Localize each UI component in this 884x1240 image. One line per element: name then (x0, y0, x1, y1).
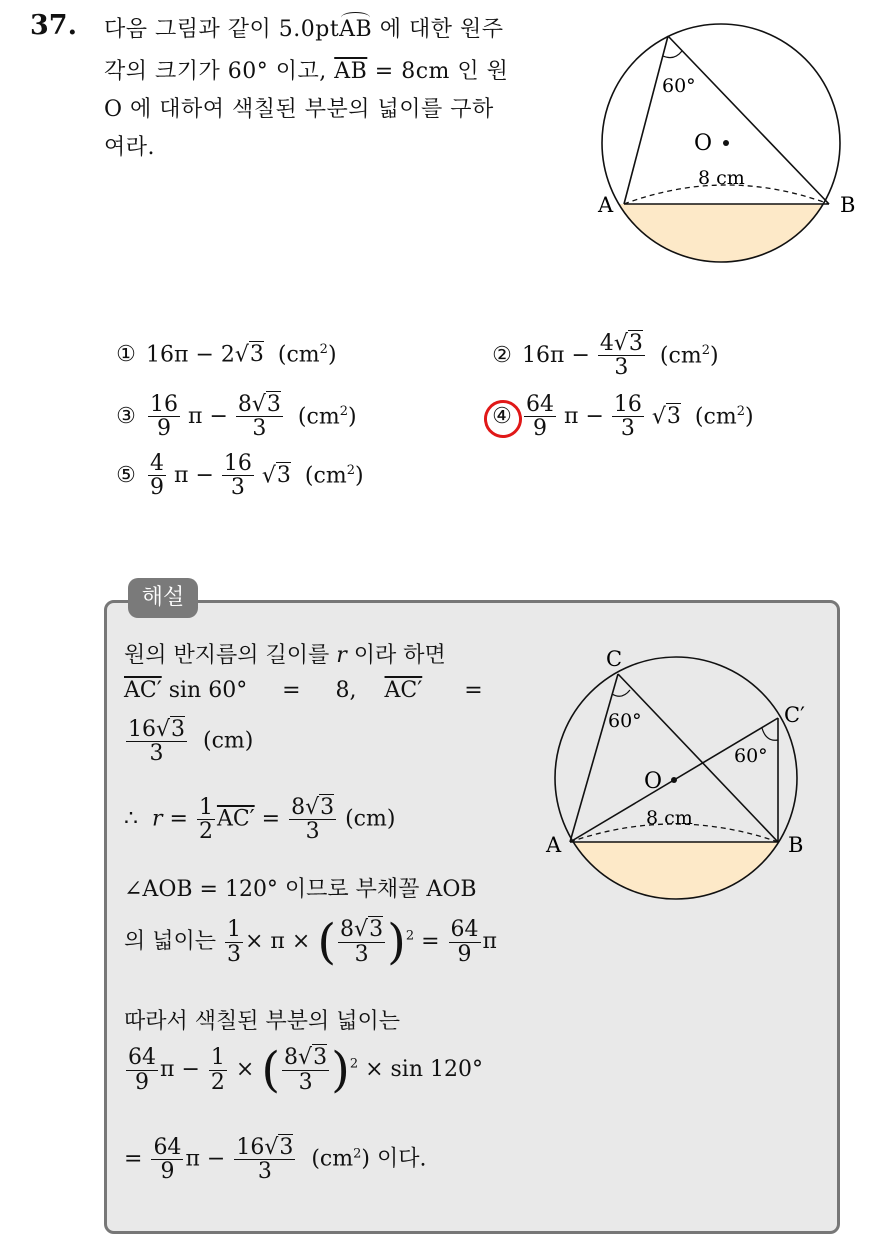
segment-ab: $\overline{AB}$ (334, 59, 368, 84)
question-line-1: 다음 그림과 같이 5.0ptAB 에 대한 원주 (104, 17, 504, 42)
solution-line-9: = $\frac{64}{9}$ π − $\frac{16√3}{3}$ $(cm^2)$ 이다. (124, 1135, 427, 1185)
point-c-label: C (606, 648, 623, 671)
question-line-3: O 에 대하여 색칠된 부분의 넓이를 구하 (104, 97, 494, 122)
center-label: O (644, 769, 663, 794)
solution-line-4: ∴ r = $\frac{1}{2}$ AC′ = $\frac{8√3}{3}$ (cm) (124, 795, 396, 845)
angle-c-label: 60° (608, 710, 642, 732)
choice-marker: ⑤ (116, 463, 136, 489)
angle-c-prime-label: 60° (734, 745, 768, 767)
angle-mark (663, 51, 682, 58)
choice-5[interactable]: ⑤ $\frac{4}{9}$ π − $\frac{16}{3}$ √3 $(cm^2)$ (112, 452, 364, 499)
choice-marker: ① (116, 342, 136, 368)
angle-mark-c-prime (762, 728, 778, 740)
arc-ab: AB (339, 17, 373, 42)
solution-line-8: $\frac{64}{9}$ π − $\frac{1}{2}$ × ( $\frac{8√3}{3}$ )$^2$ × sin 120° (128, 1042, 483, 1098)
point-c-prime-label: C′ (784, 703, 805, 727)
choice-marker-circled: ④ (488, 404, 516, 429)
point-a-label: A (546, 833, 562, 857)
point-a-label: A (598, 193, 614, 217)
choice-marker: ③ (116, 404, 136, 430)
choice-3[interactable]: ③ $\frac{16}{9}$ π − $\frac{8√3}{3}$ $(cm^2)$ (112, 393, 357, 440)
solution-line-5: ∠AOB = 120° 이므로 부채꼴 AOB (124, 877, 477, 902)
angle-mark-c (612, 690, 630, 696)
point-b-label: B (840, 193, 856, 217)
figure-1 (594, 20, 866, 270)
side-ca (624, 36, 668, 204)
choice-4-selected[interactable]: ④ $\frac{64}{9}$ π − $\frac{16}{3}$ √3 $(cm^2)$ (488, 393, 754, 440)
choice-2[interactable]: ② 16π − $\frac{4√3}{3}$ $(cm^2)$ (488, 332, 719, 379)
question-number: 37. (30, 10, 77, 41)
solution-tag: 해설 (128, 578, 198, 618)
chord-label: 8 cm (646, 807, 693, 829)
angle-label: 60° (662, 75, 696, 97)
shaded-segment (594, 204, 866, 270)
question-line-4: 여라. (104, 135, 155, 160)
question-line-2: 각의 크기가 60° 이고, $\overline{AB} = 8cm$ 인 원 (104, 59, 509, 84)
solution-line-3: $\frac{16√3}{3}$ (cm) (128, 717, 254, 767)
solution-line-1: 원의 반지름의 길이를 r 이라 하면 (124, 643, 446, 668)
choice-1[interactable]: ① 16π − 2√3 $(cm^2)$ (112, 342, 337, 367)
chord-label: 8 cm (698, 167, 745, 189)
solution-line-6: 의 넓이는 $\frac{1}{3}$ × π × ( $\frac{8√3}{3}$ )$^2$ = $\frac{64}{9}$ π (124, 914, 497, 970)
center-dot (723, 140, 729, 146)
point-b-label: B (788, 833, 804, 857)
solution-line-2: AC′ sin 60° = 8, AC′ = (124, 678, 483, 703)
choice-marker: ② (492, 343, 512, 369)
side-cb (668, 36, 829, 204)
figure-2 (540, 648, 830, 908)
solution-line-7: 따라서 색칠된 부분의 넓이는 (124, 1009, 401, 1034)
center-dot (671, 777, 677, 783)
center-label: O (694, 131, 713, 156)
